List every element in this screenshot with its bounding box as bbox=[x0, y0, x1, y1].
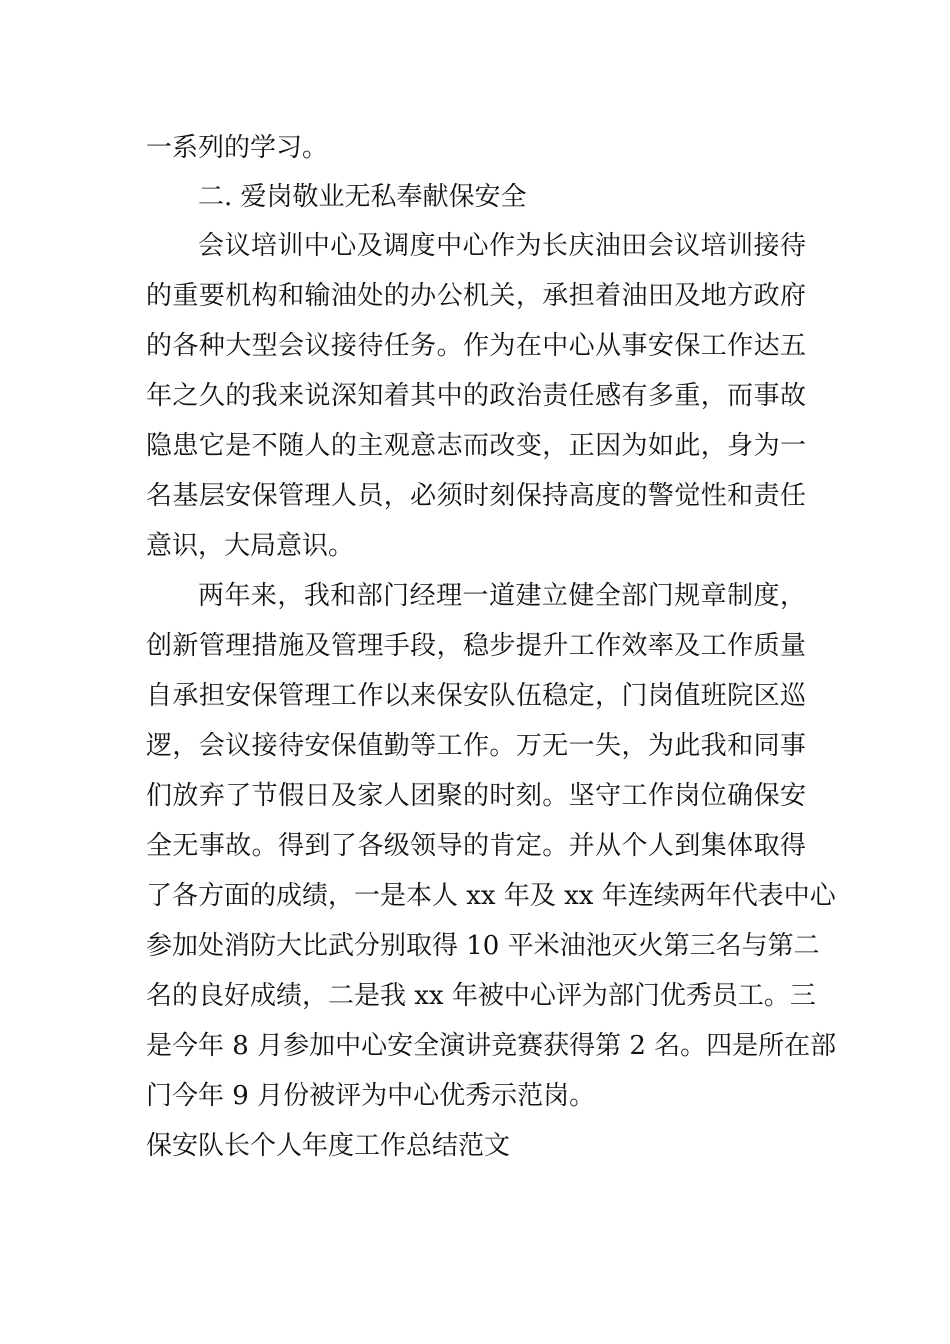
next-article-title: 保安队长个人年度工作总结范文 bbox=[146, 1131, 511, 1161]
body-line: 自承担安保管理工作以来保安队伍稳定，门岗值班院区巡 bbox=[146, 681, 806, 711]
body-line: 创新管理措施及管理手段，稳步提升工作效率及工作质量 bbox=[146, 631, 806, 661]
body-line: 意识，大局意识。 bbox=[146, 531, 355, 561]
body-line: 门今年 9 月份被评为中心优秀示范岗。 bbox=[146, 1081, 596, 1111]
body-line: 了各方面的成绩，一是本人 xx 年及 xx 年连续两年代表中心 bbox=[146, 881, 836, 911]
body-line: 的重要机构和输油处的办公机关，承担着油田及地方政府 bbox=[146, 281, 806, 311]
body-line: 一系列的学习。 bbox=[146, 133, 329, 163]
body-line: 名的良好成绩，二是我 xx 年被中心评为部门优秀员工。三 bbox=[146, 981, 816, 1011]
body-line: 隐患它是不随人的主观意志而改变，正因为如此，身为一 bbox=[146, 431, 806, 461]
body-line: 年之久的我来说深知着其中的政治责任感有多重，而事故 bbox=[146, 381, 806, 411]
body-line: 两年来，我和部门经理一道建立健全部门规章制度， bbox=[198, 581, 806, 611]
body-line: 逻，会议接待安保值勤等工作。万无一失，为此我和同事 bbox=[146, 731, 806, 761]
body-line: 们放弃了节假日及家人团聚的时刻。坚守工作岗位确保安 bbox=[146, 781, 806, 811]
body-line: 会议培训中心及调度中心作为长庆油田会议培训接待 bbox=[198, 231, 806, 261]
body-line: 名基层安保管理人员，必须时刻保持高度的警觉性和责任 bbox=[146, 481, 806, 511]
body-line: 是今年 8 月参加中心安全演讲竞赛获得第 2 名。四是所在部 bbox=[146, 1031, 837, 1061]
body-line: 全无事故。得到了各级领导的肯定。并从个人到集体取得 bbox=[146, 831, 806, 861]
section-heading: 二. 爱岗敬业无私奉献保安全 bbox=[198, 182, 527, 212]
body-line: 的各种大型会议接待任务。作为在中心从事安保工作达五 bbox=[146, 331, 806, 361]
body-line: 参加处消防大比武分别取得 10 平米油池灭火第三名与第二 bbox=[146, 931, 820, 961]
